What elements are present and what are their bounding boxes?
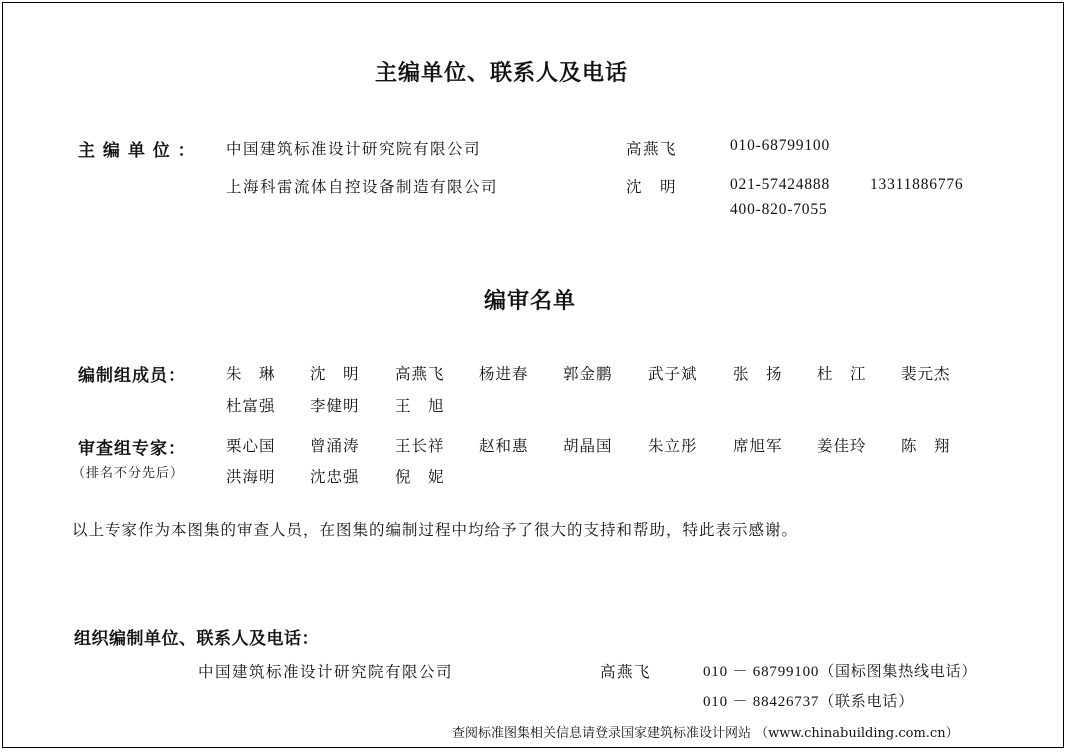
review-member: 沈忠强 bbox=[310, 468, 360, 486]
chief-unit-2-phone-3: 400-820-7055 bbox=[730, 201, 828, 218]
chief-unit-2-phone-2: 13311886776 bbox=[870, 176, 964, 193]
compile-member: 高燕飞 bbox=[395, 365, 445, 383]
review-member: 席旭军 bbox=[733, 437, 783, 455]
compile-member: 杜 江 bbox=[817, 365, 867, 383]
review-member: 陈 翔 bbox=[901, 437, 951, 455]
compile-member: 武子斌 bbox=[648, 365, 698, 383]
review-member: 王长祥 bbox=[395, 437, 445, 455]
review-member: 倪 妮 bbox=[395, 468, 445, 486]
review-member: 赵和惠 bbox=[479, 437, 529, 455]
org-label: 组织编制单位、联系人及电话： bbox=[74, 629, 319, 649]
compile-member: 沈 明 bbox=[310, 365, 360, 383]
chief-unit-2-contact: 沈 明 bbox=[626, 178, 678, 196]
chief-unit-1-name: 中国建筑标准设计研究院有限公司 bbox=[226, 140, 482, 158]
chief-unit-1-contact: 高燕飞 bbox=[626, 140, 678, 158]
review-label: 审查组专家： bbox=[78, 439, 186, 459]
compile-member: 李健明 bbox=[310, 397, 360, 415]
review-note: （排名不分先后） bbox=[72, 466, 185, 481]
list-title: 编审名单 bbox=[484, 289, 577, 314]
thanks-text: 以上专家作为本图集的审查人员，在图集的编制过程中均给予了很大的支持和帮助，特此表示感谢。 bbox=[72, 521, 799, 539]
org-unit-name: 中国建筑标准设计研究院有限公司 bbox=[198, 663, 454, 681]
compile-label: 编制组成员： bbox=[78, 366, 186, 386]
review-member: 朱立彤 bbox=[648, 437, 698, 455]
compile-member: 王 旭 bbox=[395, 397, 445, 415]
org-phone-hotline: 010 － 68799100（国标图集热线电话） bbox=[703, 664, 978, 680]
footer-website-note: 查阅标准图集相关信息请登录国家建筑标准设计网站 （www.chinabuilding.com.cn） bbox=[452, 726, 959, 741]
chief-unit-2-name: 上海科雷流体自控设备制造有限公司 bbox=[226, 178, 499, 196]
compile-member: 张 扬 bbox=[733, 365, 783, 383]
chief-unit-1-phone: 010-68799100 bbox=[730, 137, 831, 154]
compile-member: 裴元杰 bbox=[901, 365, 951, 383]
review-member: 栗心国 bbox=[226, 437, 276, 455]
review-member: 洪海明 bbox=[226, 468, 276, 486]
compile-member: 杨进春 bbox=[479, 365, 529, 383]
compile-member: 朱 琳 bbox=[226, 365, 276, 383]
chief-unit-2-phone-1: 021-57424888 bbox=[730, 176, 831, 193]
chief-unit-label: 主 编 单 位 ： bbox=[78, 141, 196, 161]
review-member: 胡晶国 bbox=[563, 437, 613, 455]
compile-member: 杜富强 bbox=[226, 397, 276, 415]
review-member: 姜佳玲 bbox=[817, 437, 867, 455]
main-title: 主编单位、联系人及电话 bbox=[375, 61, 629, 86]
org-phone-contact: 010 － 88426737（联系电话） bbox=[703, 694, 915, 710]
org-contact: 高燕飞 bbox=[600, 663, 652, 681]
compile-member: 郭金鹏 bbox=[563, 365, 613, 383]
review-member: 曾涌涛 bbox=[310, 437, 360, 455]
